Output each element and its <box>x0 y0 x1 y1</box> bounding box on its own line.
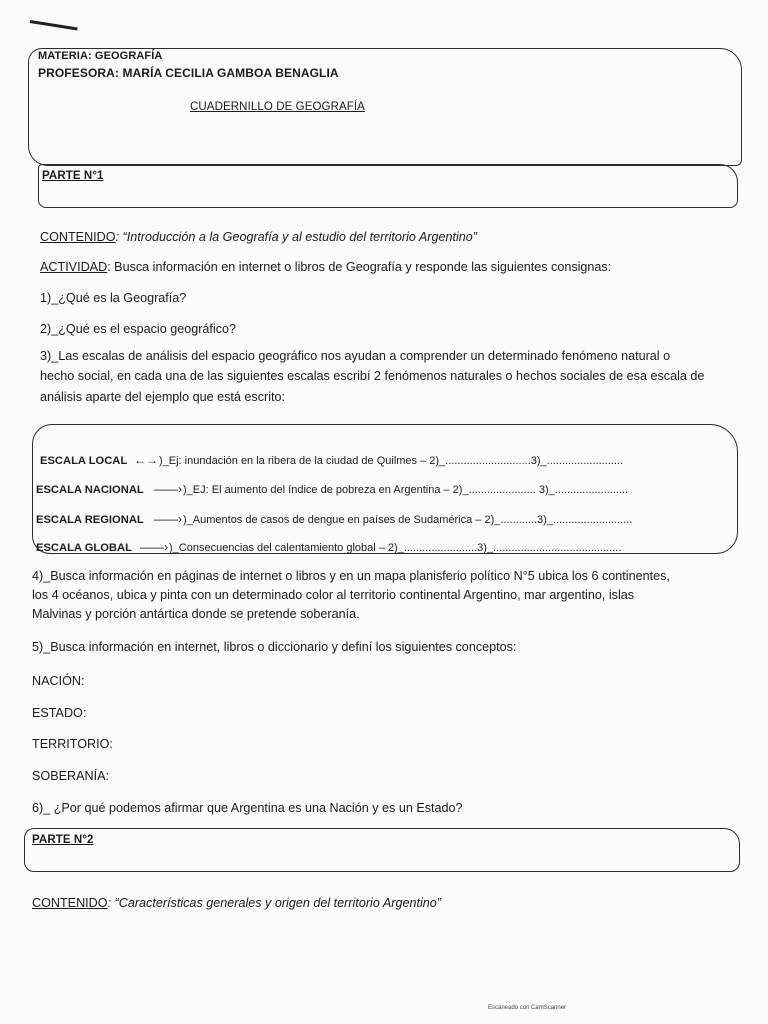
concepto-nacion: NACIÓN: <box>32 674 85 688</box>
contenido-line <box>40 230 477 244</box>
escala-global-text: )_Consecuencias del calentamiento global – 2)_........................3)_.......................................... <box>169 542 622 554</box>
actividad-line <box>40 260 611 274</box>
escala-local-label: ESCALA LOCAL <box>40 455 128 467</box>
concepto-soberania: SOBERANÍA: <box>32 769 109 783</box>
escala-local-text: )_Ej: inundación en la ribera de la ciudad de Quilmes – 2)_............................3)_......................... <box>159 455 624 467</box>
concepto-estado: ESTADO: <box>32 706 87 720</box>
concepto-territorio: TERRITORIO: <box>32 737 113 751</box>
parte1-box <box>38 164 738 208</box>
question-2: 2)_¿Qué es el espacio geográfico? <box>40 322 237 336</box>
escala-nacional-label: ESCALA NACIONAL <box>36 484 144 496</box>
actividad-label: ACTIVIDAD <box>40 260 108 274</box>
escala-regional-row <box>36 512 632 526</box>
question-6: 6)_ ¿Por qué podemos afirmar que Argentina es una Nación y es un Estado? <box>32 801 463 815</box>
question-3-line1: 3)_Las escalas de análisis del espacio geográfico nos ayudan a comprender un determinado fenómeno natural o <box>40 349 671 363</box>
parte2-box <box>24 828 740 872</box>
parte2-label: PARTE N°2 <box>32 834 94 846</box>
question-3-line3: análisis aparte del ejemplo que está escrito: <box>40 390 286 404</box>
escala-global-row <box>36 540 621 554</box>
parte1-label: PARTE N°1 <box>42 170 104 182</box>
pen-stroke <box>30 20 78 30</box>
contenido-2-line <box>32 896 441 910</box>
document-title: CUADERNILLO DE GEOGRAFÍA <box>190 101 365 113</box>
escala-global-label: ESCALA GLOBAL <box>36 542 132 554</box>
arrow-icon: ——› <box>140 540 168 554</box>
escala-nacional-row <box>36 482 628 496</box>
question-3-line2: hecho social, en cada una de las siguientes escalas escribí 2 fenómenos naturales o hechos sociales de esa escala de <box>40 369 705 383</box>
arrow-icon: ——› <box>154 512 182 526</box>
actividad-text: : Busca información en internet o libros de Geografía y responde las siguientes consignas: <box>107 260 612 274</box>
question-4-line2: los 4 océanos, ubica y pinta con un determinado color al territorio continental Argentino, mar argentino, islas <box>32 588 635 602</box>
arrow-icon: ——› <box>154 482 182 496</box>
contenido-2-text: : “Características generales y origen del territorio Argentino” <box>107 896 441 910</box>
contenido-label: CONTENIDO <box>40 230 116 244</box>
question-5: 5)_Busca información en internet, libros o diccionario y definí los siguientes conceptos: <box>32 640 517 654</box>
escala-regional-text: )_Aumentos de casos de dengue en países de Sudamérica – 2)_............3)_.......................... <box>183 514 633 526</box>
scanner-watermark: Escaneado con CamScanner <box>488 1005 567 1011</box>
question-1: 1)_¿Qué es la Geografía? <box>40 291 187 305</box>
question-4-line1: 4)_Busca información en páginas de internet o libros y en un mapa planisferio político N°5 ubica los 6 continentes, <box>32 569 670 583</box>
escala-regional-label: ESCALA REGIONAL <box>36 514 144 526</box>
arrow-icon: ←→ <box>134 453 158 467</box>
escala-local-row <box>40 453 623 467</box>
question-4-line3: Malvinas y porción antártica donde se pretende soberanía. <box>32 607 360 621</box>
materia-label: MATERIA: GEOGRAFÍA <box>38 50 163 62</box>
escala-nacional-text: )_EJ: El aumento del índice de pobreza en Argentina – 2)_...................... 3)_........................ <box>183 484 629 496</box>
profesora-label: PROFESORA: MARÍA CECILIA GAMBOA BENAGLIA <box>38 66 339 80</box>
contenido-text: : “Introducción a la Geografía y al estudio del territorio Argentino” <box>115 230 478 244</box>
contenido-2-label: CONTENIDO <box>32 896 108 910</box>
